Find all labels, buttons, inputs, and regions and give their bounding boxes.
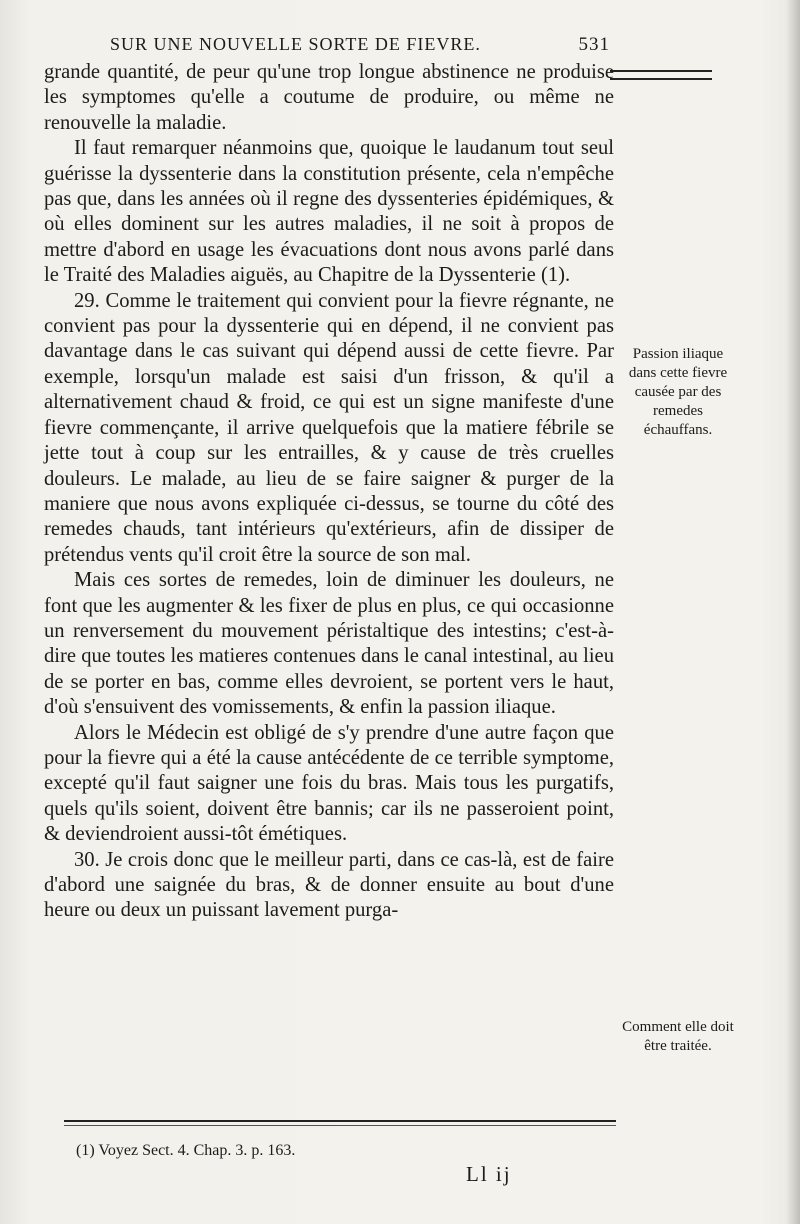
running-title: SUR UNE NOUVELLE SORTE DE FIEVRE. [110,34,481,54]
paragraph: Alors le Médecin est obligé de s'y prendre d'une autre façon que pour la fievre qui a été la cause antécédente de ce terrible symptome, excepté qu'il faut saigner une fois du bras. Mais tous les purgatifs, quels qu'ils soient, doivent être bannis; car ils ne passeroient point, & deviendroient aussi-tôt émétiques. [44,721,614,846]
paragraph: 30. Je crois donc que le meilleur parti, dans ce cas-là, est de faire d'abord une saignée du bras, & de donner ensuite au bout d'une heure ou deux un puissant lavement purga- [44,848,614,922]
footnote-rule [64,1120,616,1122]
paragraph: grande quantité, de peur qu'une trop longue abstinence ne produise les symptomes qu'elle a coutume de produire, ou même ne renouvelle la maladie. [44,61,614,134]
paragraph: 29. Comme le traitement qui convient pour la fievre régnante, ne convient pas pour la dyssenterie qui en dépend, il ne convient pas davantage dans le cas suivant qui dépend aussi de cette fievre. Par exemple, lorsqu'un malade est saisi d'un frisson, & qu'il a alternativement chaud & froid, ce qui est un signe manifeste d'une fievre commençante, il arrive quelquefois que la matiere fébrile se jette tout à coup sur les entrailles, & y cause de très cruelles douleurs. Le malade, au lieu de se faire saigner & purger de la maniere que nous avons expliquée ci-dessus, se tourne du côté des remedes chauds, tant intérieurs qu'extérieurs, afin de dissiper de prétendus vents qu'il croit être la source de son mal. [44,289,614,566]
page-number: 531 [578,34,610,55]
body-text [44,60,614,924]
footnote: (1) Voyez Sect. 4. Chap. 3. p. 163. [76,1142,296,1159]
margin-note-passion-iliaque: Passion iliaque dans cette fievre causée par des remedes échauffans. [628,346,728,438]
page-edge-shadow [786,0,800,1224]
footnote-rule-thin [64,1125,616,1126]
ornamental-rule [610,70,712,80]
signature-mark: Ll ij [466,1162,512,1186]
running-head [110,34,610,55]
margin-note-traitement: Comment elle doit être traitée. [622,1019,734,1054]
paragraph: Mais ces sortes de remedes, loin de diminuer les douleurs, ne font que les augmenter & les fixer de plus en plus, ce qui occasionne un renversement du mouvement péristaltique des intestins; c'est-à-dire que toutes les matieres contenues dans le canal intestinal, au lieu de se porter en bas, comme elles devroient, se portent vers le haut, d'où s'ensuivent des vomissements, & enfin la passion iliaque. [44,569,614,719]
paragraph: Il faut remarquer néanmoins que, quoique le laudanum tout seul guérisse la dyssenterie dans la constitution présente, cela n'empêche pas que, dans les années où il regne des dyssenteries épidémiques, & où elles dominent sur les autres maladies, il ne soit à propos de mettre d'abord en usage les évacuations dont nous avons parlé dans le Traité des Maladies aiguës, au Chapitre de la Dyssenterie (1). [44,137,614,287]
